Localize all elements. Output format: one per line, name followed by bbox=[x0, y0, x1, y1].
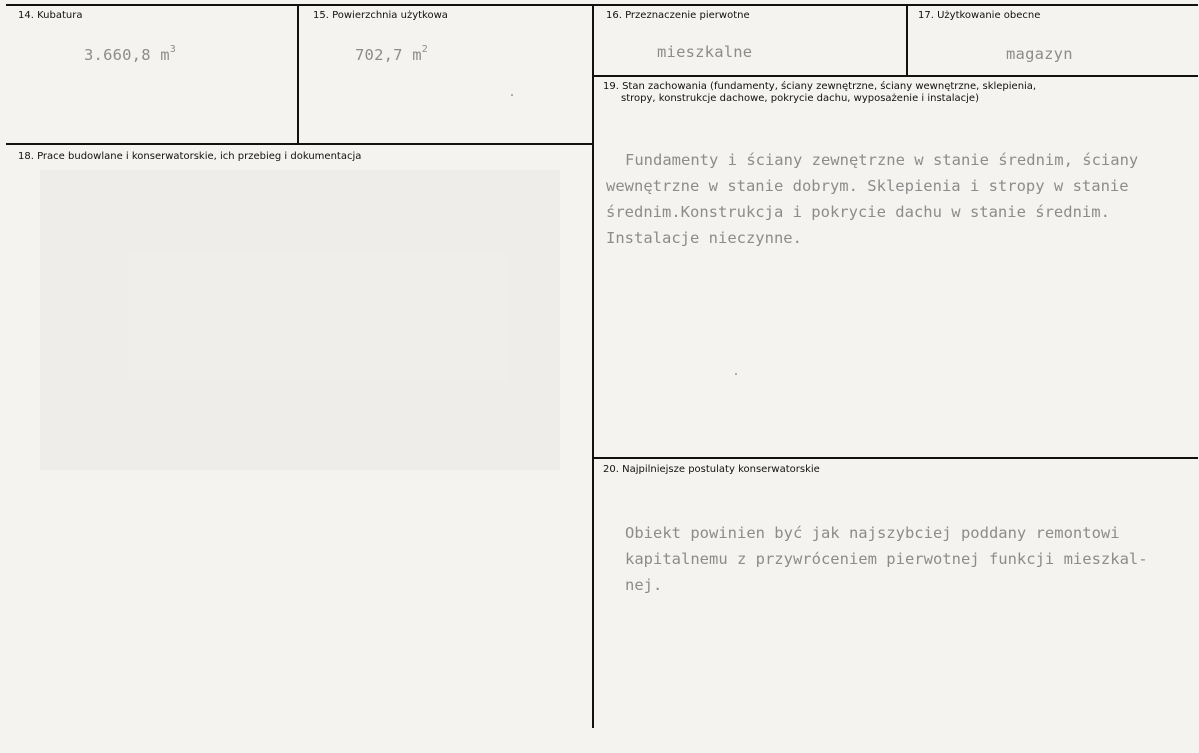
condition-line-3: średnim.Konstrukcja i pokrycie dachu w stanie średnim. bbox=[606, 203, 1110, 221]
postulate-line-3: nej. bbox=[625, 576, 663, 594]
field-20-label: 20. Najpilniejsze postulaty konserwatorskie bbox=[603, 464, 820, 475]
volume-unit-exponent: 3 bbox=[169, 44, 177, 55]
paper-speck bbox=[735, 373, 737, 375]
condition-line-1: Fundamenty i ściany zewnętrzne w stanie średnim, ściany bbox=[625, 151, 1139, 169]
divider-row-14-18 bbox=[6, 143, 594, 145]
divider-14-15 bbox=[297, 4, 299, 144]
divider-16-17 bbox=[906, 4, 908, 76]
field-14-value bbox=[84, 44, 176, 64]
area-text: 702,7 m bbox=[355, 46, 422, 64]
field-18-label: 18. Prace budowlane i konserwatorskie, ich przebieg i dokumentacja bbox=[18, 151, 362, 162]
condition-line-4: Instalacje nieczynne. bbox=[606, 229, 802, 247]
field-19-label-line2: stropy, konstrukcje dachowe, pokrycie dachu, wyposażenie i instalacje) bbox=[621, 93, 979, 104]
area-unit-exponent: 2 bbox=[421, 44, 428, 55]
paper-speck bbox=[511, 94, 513, 96]
field-15-value bbox=[355, 44, 428, 64]
field-20-text bbox=[625, 494, 1148, 598]
field-14-label: 14. Kubatura bbox=[18, 10, 83, 21]
field-16-value: mieszkalne bbox=[657, 43, 753, 61]
divider-row-16-19 bbox=[592, 75, 1198, 77]
field-15-label: 15. Powierzchnia użytkowa bbox=[313, 10, 448, 21]
divider-left-right bbox=[592, 4, 594, 728]
field-19-text bbox=[606, 121, 1138, 251]
volume-text: 3.660,8 m bbox=[84, 46, 170, 64]
postulate-line-2: kapitalnemu z przywróceniem pierwotnej funkcji mieszkal- bbox=[625, 550, 1148, 568]
top-border bbox=[6, 4, 1198, 6]
postulate-line-1: Obiekt powinien być jak najszybciej poddany remontowi bbox=[625, 524, 1120, 542]
field-19-label-line1: 19. Stan zachowania (fundamenty, ściany zewnętrzne, ściany wewnętrzne, sklepienia, bbox=[603, 81, 1037, 92]
condition-line-2: wewnętrzne w stanie dobrym. Sklepienia i stropy w stanie bbox=[606, 177, 1129, 195]
field-17-label: 17. Użytkowanie obecne bbox=[918, 10, 1041, 21]
field-17-value: magazyn bbox=[1006, 45, 1073, 63]
bleed-through-area bbox=[40, 170, 560, 470]
divider-row-19-20 bbox=[592, 457, 1198, 459]
field-16-label: 16. Przeznaczenie pierwotne bbox=[606, 10, 750, 21]
